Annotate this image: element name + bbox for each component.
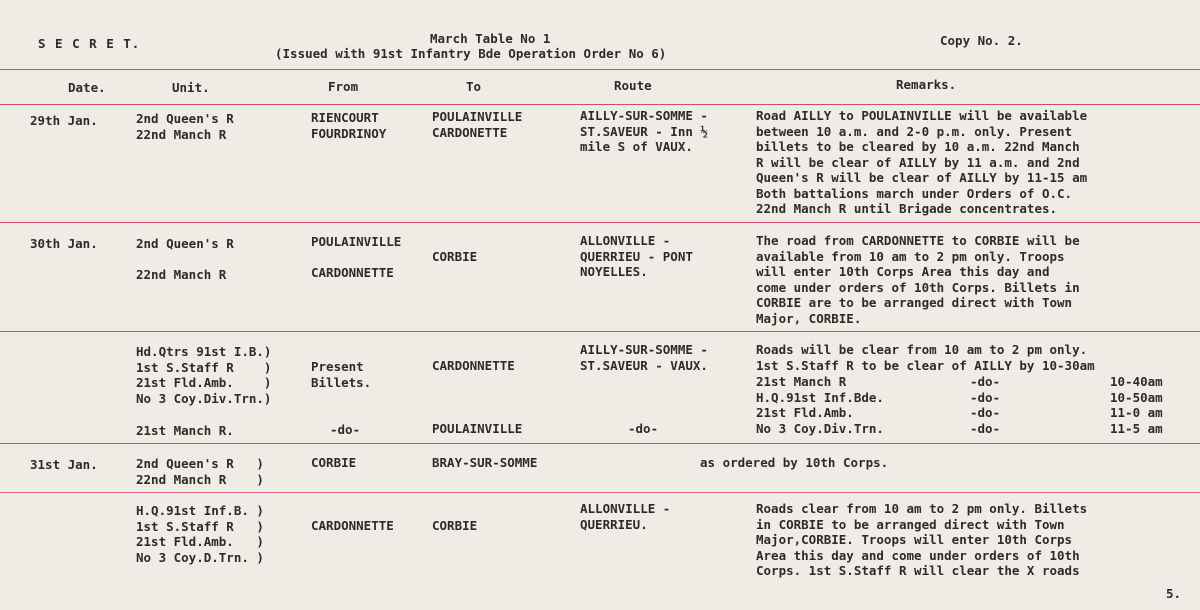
row3-remark-line: 1st S.Staff R to be clear of AILLY by 10-30am [756, 358, 1095, 373]
row1-remark-line: Road AILLY to POULAINVILLE will be available [756, 108, 1088, 123]
row5-remark-line: Area this day and come under orders of 10th [756, 547, 1080, 563]
row3-sub-to: POULAINVILLE [432, 421, 523, 436]
row5-unit: 1st S.Staff R ) [136, 518, 264, 534]
row5-route-line: QUERRIEU. [580, 516, 648, 532]
row1-from-line: RIENCOURT [311, 110, 379, 125]
row2-remark-line: will enter 10th Corps Area this day and [756, 264, 1050, 279]
schedule-time: 11-5 am [1110, 421, 1163, 436]
row1-route [580, 108, 708, 155]
row1-remark-line: 22nd Manch R until Brigade concentrates. [756, 201, 1058, 216]
row3-from-line: Billets. [311, 374, 372, 390]
row3-unit: 1st S.Staff R ) [136, 359, 272, 375]
row1-route-line: ST.SAVEUR - Inn ½ [580, 123, 708, 139]
col-header-date: Date. [68, 80, 106, 95]
row2-from: CARDONNETTE [311, 265, 394, 280]
row1-remark-line: Both battalions march under Orders of O.C. [756, 185, 1073, 201]
row3-from-line: Present [311, 359, 364, 374]
row1-remark-line: billets to be cleared by 10 a.m. 22nd Manch [756, 139, 1080, 154]
schedule-time: 10-40am [1110, 374, 1163, 389]
row3-route-line: AILLY-SUR-SOMME - [580, 342, 708, 357]
row4-unit: 2nd Queen's R ) [136, 456, 264, 471]
row2-remark-line: come under orders of 10th Corps. Billets in [756, 279, 1080, 295]
row5-remark-line: Corps. 1st S.Staff R will clear the X roads [756, 563, 1080, 578]
row5-route-line: ALLONVILLE - [580, 501, 671, 516]
row1-to-line: CARDONETTE [432, 124, 508, 140]
row2-remark-line: Major, CORBIE. [756, 310, 862, 326]
row1-unit: 22nd Manch R [136, 126, 227, 142]
row3-route [580, 342, 708, 373]
row5-remarks [756, 501, 1087, 579]
col-header-remarks: Remarks. [896, 77, 957, 92]
row1-remark-line: R will be clear of AILLY by 11 a.m. and 2nd [756, 154, 1080, 170]
schedule-time: 10-50am [1110, 390, 1163, 405]
row4-remarks: as ordered by 10th Corps. [700, 455, 889, 470]
row5-remark-line: Major,CORBIE. Troops will enter 10th Corps [756, 532, 1073, 547]
schedule-unit: 21st Manch R [756, 374, 847, 389]
row2-unit: 2nd Queen's R [136, 236, 234, 251]
row1-to-line: POULAINVILLE [432, 109, 523, 124]
row2-route-line: QUERRIEU - PONT [580, 248, 693, 264]
row5-remark-line: Roads clear from 10 am to 2 pm only. Billets [756, 501, 1088, 516]
row1-from-line: FOURDRINOY [311, 125, 387, 141]
row1-route-line: mile S of VAUX. [580, 139, 693, 154]
schedule-ditto: -do- [970, 374, 1001, 389]
schedule-unit: H.Q.91st Inf.Bde. [756, 390, 884, 405]
row5-unit: H.Q.91st Inf.B. ) [136, 503, 264, 518]
row5-remark-line: in CORBIE to be arranged direct with Town [756, 516, 1065, 532]
row3-sub-unit: 21st Manch R. [136, 423, 234, 438]
rule-top [0, 69, 1200, 70]
row2-unit: 22nd Manch R [136, 267, 227, 282]
rule-row1 [0, 222, 1200, 223]
rule-row2 [0, 331, 1200, 332]
row2-remark-line: CORBIE are to be arranged direct with Town [756, 295, 1073, 310]
row3-sub-from: -do- [330, 422, 361, 437]
row3-remark-line: Roads will be clear from 10 am to 2 pm only. [756, 342, 1088, 357]
row3-unit: No 3 Coy.Div.Trn.) [136, 390, 272, 406]
col-header-route: Route [614, 78, 652, 93]
schedule-ditto: -do- [970, 421, 1001, 436]
row5-unit: 21st Fld.Amb. ) [136, 534, 264, 549]
schedule-ditto: -do- [970, 390, 1001, 405]
row1-to [432, 109, 522, 140]
row1-remark-line: Queen's R will be clear of AILLY by 11-15 am [756, 170, 1088, 185]
row2-route [580, 233, 693, 280]
row2-date: 30th Jan. [30, 236, 98, 251]
document-subtitle: (Issued with 91st Infantry Bde Operation Order No 6) [275, 46, 667, 61]
row3-route-line: ST.SAVEUR - VAUX. [580, 357, 708, 373]
row1-units [136, 111, 234, 142]
schedule-time: 11-0 am [1110, 405, 1163, 420]
schedule-unit: No 3 Coy.Div.Trn. [756, 421, 884, 436]
row4-to: BRAY-SUR-SOMME [432, 455, 538, 470]
row4-date: 31st Jan. [30, 457, 98, 472]
col-header-to: To [466, 79, 482, 94]
row2-to: CORBIE [432, 249, 478, 264]
row2-route-line: NOYELLES. [580, 264, 648, 279]
row2-remark-line: available from 10 am to 2 pm only. Troops [756, 248, 1065, 264]
secret-marking: S E C R E T. [38, 36, 141, 51]
page-number: 5. [1166, 586, 1182, 601]
row5-units [136, 503, 264, 565]
row4-units [136, 456, 264, 487]
rule-row4 [0, 492, 1200, 493]
row3-unit: Hd.Qtrs 91st I.B.) [136, 344, 272, 359]
row1-date: 29th Jan. [30, 113, 98, 128]
row1-from [311, 110, 386, 141]
col-header-from: From [328, 79, 359, 94]
row5-unit: No 3 Coy.D.Trn. ) [136, 549, 264, 565]
row2-remarks [756, 233, 1080, 326]
row5-from: CARDONNETTE [311, 518, 394, 533]
row1-remark-line: between 10 a.m. and 2-0 p.m. only. Present [756, 123, 1073, 139]
rule-row3 [0, 443, 1200, 444]
row2-route-line: ALLONVILLE - [580, 233, 671, 248]
row4-unit: 22nd Manch R ) [136, 471, 264, 487]
col-header-unit: Unit. [172, 80, 210, 95]
row3-sub-route: -do- [628, 421, 659, 436]
document-title: March Table No 1 [430, 31, 551, 46]
row5-to: CORBIE [432, 518, 478, 533]
row3-unit: 21st Fld.Amb. ) [136, 375, 272, 390]
row1-route-line: AILLY-SUR-SOMME - [580, 108, 708, 123]
copy-number: Copy No. 2. [940, 33, 1023, 48]
schedule-unit: 21st Fld.Amb. [756, 405, 854, 420]
row3-from [311, 359, 371, 390]
row1-unit: 2nd Queen's R [136, 111, 234, 126]
schedule-ditto: -do- [970, 405, 1001, 420]
row3-units [136, 344, 271, 406]
row1-remarks [756, 108, 1087, 217]
rule-header [0, 104, 1200, 105]
row4-from: CORBIE [311, 455, 357, 470]
row5-route [580, 501, 670, 532]
row3-to: CARDONNETTE [432, 358, 515, 373]
row2-from: POULAINVILLE [311, 234, 402, 249]
row2-remark-line: The road from CARDONNETTE to CORBIE will be [756, 233, 1080, 248]
